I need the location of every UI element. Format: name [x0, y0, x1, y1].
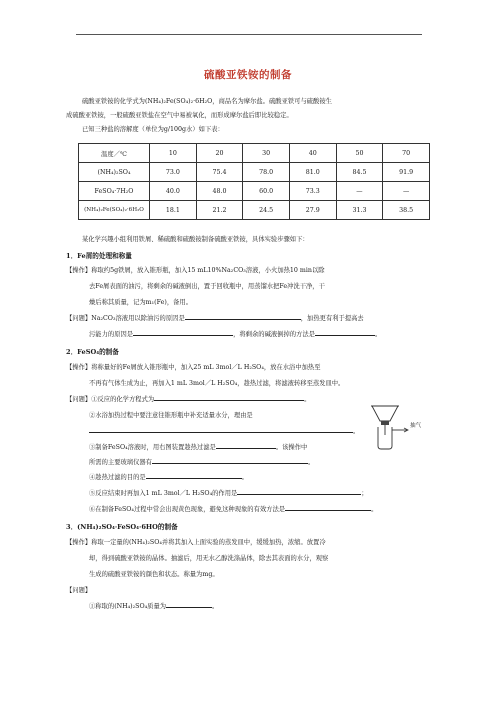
s3-op-line-1: 【操作】称取一定量的(NH₄)₂SO₄并将其加入上面实验的蒸发皿中，缓缓加热，浓缩。放置冷 — [66, 539, 326, 546]
answer-blank[interactable] — [133, 328, 233, 336]
table-cell: 75.4 — [196, 163, 243, 182]
s2-q5-end: ； — [361, 490, 368, 497]
table-cell: 50 — [336, 144, 383, 163]
filtration-apparatus-figure — [368, 405, 438, 455]
table-cell: 78.0 — [243, 163, 290, 182]
s2-question-4 — [89, 471, 248, 485]
s1-op-line-3: 燥后称其质量，记为m₁(Fe)，备用。 — [89, 299, 193, 306]
s3-q1-text: ①称取的(NH₄)₂SO₄质量为 — [89, 603, 167, 610]
s3-question-1 — [89, 600, 218, 614]
s2-q5-text: ⑤反应结束时再加入1 mL 3mol／L H₂SO₄的作用是 — [89, 490, 238, 497]
answer-blank[interactable] — [146, 471, 242, 479]
table-cell: 10 — [150, 144, 197, 163]
intro-line-1: 硫酸亚铁铵的化学式为(NH₄)₂Fe(SO₄)₂·6H₂O，商品名为摩尔盐。硫酸亚铁可与硫酸铵生 — [82, 98, 332, 105]
s3-question-label: 【问题】 — [66, 587, 92, 594]
s1-q2-mid: ，将剩余的碱液倒掉的方法是 — [233, 331, 315, 338]
table-cell: 27.9 — [289, 201, 336, 220]
s2-q3-end: 。 — [307, 459, 315, 466]
table-cell: (NH₄)₂SO₄ — [79, 163, 150, 182]
table-cell: 70 — [383, 144, 430, 163]
s2-q3-text-2: 所需的主要玻璃仪器有 — [89, 459, 152, 466]
table-cell: FeSO₄·7H₂O — [79, 182, 150, 201]
table-cell: 40 — [289, 144, 336, 163]
s1-q2-end: 。 — [374, 331, 382, 338]
answer-blank[interactable] — [315, 328, 375, 336]
page-title: 硫酸亚铁铵的制备 — [204, 69, 292, 81]
s1-q1-text: 【问题】Na₂CO₃溶液用以除油污的原因是 — [66, 315, 185, 322]
s3-q1-end: 。 — [212, 603, 219, 610]
s3-op-line-2: 却，得到硫酸亚铁铵的晶体。抽滤后，用无水乙醇洗涤晶体，除去其表面的水分，观察 — [89, 555, 329, 562]
table-cell: 30 — [243, 144, 290, 163]
table-cell: 温度／℃ — [79, 144, 150, 163]
s2-question-2-answer — [89, 425, 359, 439]
s2-q4-end: 。 — [241, 474, 248, 481]
lead-paragraph: 某化学兴趣小组利用铁屑、稀硫酸和硫酸铵制备硫酸亚铁铵，具体实验步骤如下： — [82, 236, 309, 243]
table-cell: 31.3 — [336, 201, 383, 220]
section-2-heading: 2．FeSO₄的制备 — [66, 348, 119, 356]
funnel-icon — [368, 405, 438, 451]
table-cell: 73.3 — [289, 182, 336, 201]
answer-blank[interactable] — [89, 425, 353, 433]
s2-question-2: ②水浴加热过程中要注意往锥形瓶中补充适量水分，理由是 — [89, 412, 253, 419]
figure-label-suction: 抽气 — [410, 423, 422, 429]
s2-q1-end: 。 — [304, 396, 311, 403]
s1-question-2 — [89, 328, 381, 342]
answer-blank[interactable] — [216, 441, 276, 449]
table-cell: 84.5 — [336, 163, 383, 182]
table-cell: — — [336, 182, 383, 201]
answer-blank[interactable] — [152, 456, 308, 464]
table-cell: 48.0 — [196, 182, 243, 201]
s2-question-6 — [89, 503, 377, 517]
s1-op-line-1: 【操作】称取约5g铁屑，放入锥形瓶，加入15 mL10%Na₂CO₃溶液，小火加热10 min以除 — [66, 267, 325, 274]
answer-blank[interactable] — [185, 312, 301, 320]
table-cell: 20 — [196, 144, 243, 163]
table-cell: 40.0 — [150, 182, 197, 201]
table-cell: 91.9 — [383, 163, 430, 182]
header-rule — [76, 34, 422, 35]
s2-question-5 — [89, 487, 368, 501]
solubility-table — [78, 143, 430, 220]
table-row — [79, 144, 430, 163]
s2-q4-text: ④趁热过滤的目的是 — [89, 474, 146, 481]
s2-q6-end: 。 — [371, 506, 378, 513]
section-3-heading: 3．(NH₄)₂SO₄·FeSO₄·6HO的制备 — [66, 523, 178, 531]
s2-q3-mid: 。该操作中 — [275, 444, 308, 451]
table-cell: (NH₄)₂Fe(SO₄)₂·6H₂O — [79, 201, 150, 220]
table-cell: — — [383, 182, 430, 201]
table-row — [79, 163, 430, 182]
table-cell: 38.5 — [383, 201, 430, 220]
table-cell: 81.0 — [289, 163, 336, 182]
intro-line-2: 成硫酸亚铁铵，一般硫酸亚铁盐在空气中易被氧化，而形成摩尔盐后即比较稳定。 — [66, 112, 293, 119]
table-row — [79, 201, 430, 220]
answer-blank[interactable] — [154, 393, 304, 401]
s2-question-1 — [66, 393, 310, 407]
s1-q1-tail: ，加热更有利于提高去 — [300, 315, 364, 322]
answer-blank[interactable] — [285, 503, 371, 511]
s2-q1-text: 【问题】①反应的化学方程式为 — [66, 396, 155, 403]
s2-op-line-2: 不再有气体生成为止，再加入1 mL 3mol／L H₂SO₄，趁热过滤，将滤液转移至蒸发皿中。 — [89, 380, 345, 387]
intro-line-3: 已知三种盐的溶解度（单位为g/100g水）如下表： — [82, 126, 224, 133]
table-cell: 24.5 — [243, 201, 290, 220]
s3-op-line-3: 生成的硫酸亚铁铵的颜色和状态。称量为mg。 — [89, 571, 219, 578]
table-row — [79, 182, 430, 201]
s2-q3-text: ③制备FeSO₄溶液时，用右图装置趁热过滤是 — [89, 444, 216, 451]
table-cell: 21.2 — [196, 201, 243, 220]
table-cell: 18.1 — [150, 201, 197, 220]
s2-q6-text: ⑥在制备FeSO₄过程中常会出现黄色现象，避免这种现象的有效方法是 — [89, 506, 286, 513]
answer-blank[interactable] — [166, 600, 212, 608]
s2-question-3 — [89, 441, 307, 455]
s2-op-line-1: 【操作】将称量好的Fe屑放入锥形瓶中，加入25 mL 3mol／L H₂SO₄，放在水浴中加热至 — [66, 364, 321, 371]
s1-question-1 — [66, 312, 364, 326]
table-cell: 73.0 — [150, 163, 197, 182]
s2-question-3-cont — [89, 456, 314, 470]
answer-blank[interactable] — [237, 487, 361, 495]
table-cell: 60.0 — [243, 182, 290, 201]
s1-op-line-2: 去Fe屑表面的油污，将剩余的碱液倒出，置于回收瓶中，用蒸馏水把Fe冲洗干净，干 — [89, 283, 325, 290]
s2-q2-end: 。 — [353, 428, 360, 435]
section-1-heading: 1．Fe屑的处理和称量 — [66, 252, 132, 260]
s1-q2-text: 污能力的原因是 — [89, 331, 134, 338]
